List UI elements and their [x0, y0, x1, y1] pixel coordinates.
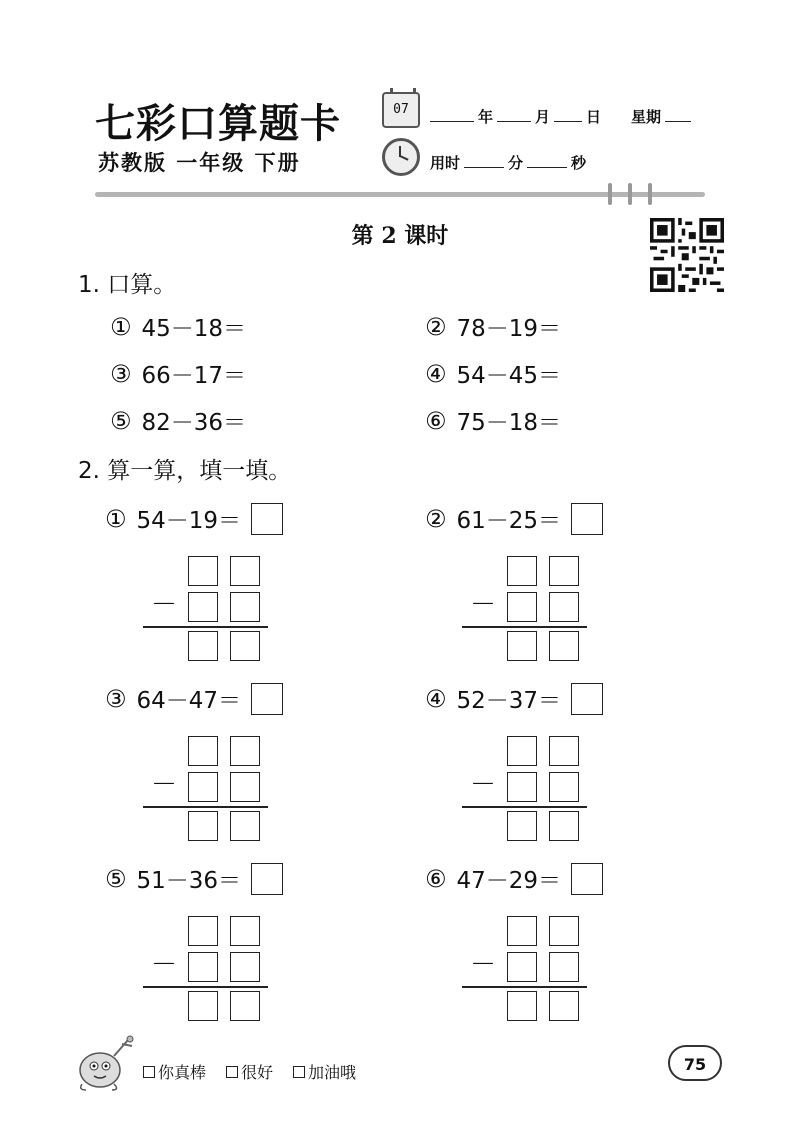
digit-box[interactable]: [188, 556, 218, 586]
item-expression: 52－37＝: [456, 688, 562, 714]
weekday-blank[interactable]: [665, 107, 691, 122]
digit-box[interactable]: [549, 916, 579, 946]
digit-box[interactable]: [507, 736, 537, 766]
day-label: 日: [586, 108, 602, 126]
item-expression: 45－18＝: [141, 316, 247, 342]
item-expression: 82－36＝: [141, 410, 247, 436]
eval-option-label: 你真棒: [158, 1063, 207, 1082]
qr-code-icon: [650, 218, 724, 292]
item-number: ④: [425, 359, 447, 388]
sum-line: [462, 986, 587, 988]
section1-title: 1. 口算。: [78, 272, 177, 298]
minutes-blank[interactable]: [464, 153, 504, 168]
item-number: ⑤: [105, 864, 127, 893]
month-label: 月: [535, 108, 551, 126]
time-used-label: 用时: [430, 154, 461, 172]
oral-item: [425, 357, 561, 390]
sum-line: [143, 806, 268, 808]
item-expression: 78－19＝: [456, 316, 562, 342]
vertical-calc-grid: [462, 556, 587, 662]
section2-title: 2. 算一算，填一填。: [78, 458, 292, 484]
digit-box[interactable]: [188, 631, 218, 661]
lesson-title: 第 2 课时: [351, 223, 449, 249]
vertical-calc-grid: [143, 916, 268, 1022]
digit-box[interactable]: [507, 592, 537, 622]
item-number: ①: [110, 312, 132, 341]
digit-box[interactable]: [549, 556, 579, 586]
digit-box[interactable]: [507, 772, 537, 802]
mascot-icon: [70, 1032, 140, 1092]
item-expression: 47－29＝: [456, 868, 562, 894]
digit-box[interactable]: [188, 916, 218, 946]
oral-item: [425, 310, 561, 343]
eval-option[interactable]: [293, 1060, 356, 1083]
item-number: ⑥: [425, 864, 447, 893]
eval-option-label: 加油哦: [308, 1063, 357, 1082]
digit-box[interactable]: [549, 811, 579, 841]
item-expression: 61－25＝: [456, 508, 562, 534]
oral-item: [425, 404, 561, 437]
divider-decoration: [608, 183, 668, 207]
checkbox[interactable]: [143, 1066, 155, 1078]
answer-box[interactable]: [571, 863, 603, 895]
digit-box[interactable]: [507, 952, 537, 982]
digit-box[interactable]: [230, 772, 260, 802]
digit-box[interactable]: [188, 952, 218, 982]
minus-sign: －: [470, 590, 497, 620]
day-blank[interactable]: [554, 107, 582, 122]
weekday-label: 星期: [631, 108, 662, 126]
eval-option[interactable]: [143, 1060, 206, 1083]
oral-item: [110, 310, 246, 343]
minus-sign: －: [151, 590, 178, 620]
answer-box[interactable]: [251, 683, 283, 715]
checkbox[interactable]: [226, 1066, 238, 1078]
item-expression: 64－47＝: [136, 688, 242, 714]
oral-item: [110, 404, 246, 437]
item-number: ③: [105, 684, 127, 713]
item-expression: 66－17＝: [141, 363, 247, 389]
item-number: ②: [425, 504, 447, 533]
vertical-problem: [105, 502, 283, 535]
seconds-label: 秒: [571, 154, 587, 172]
digit-box[interactable]: [507, 811, 537, 841]
minus-sign: －: [470, 770, 497, 800]
sum-line: [462, 806, 587, 808]
minus-sign: －: [151, 950, 178, 980]
digit-box[interactable]: [230, 556, 260, 586]
digit-box[interactable]: [230, 991, 260, 1021]
sum-line: [462, 626, 587, 628]
answer-box[interactable]: [571, 683, 603, 715]
digit-box[interactable]: [549, 991, 579, 1021]
item-number: ②: [425, 312, 447, 341]
digit-box[interactable]: [230, 736, 260, 766]
digit-box[interactable]: [549, 952, 579, 982]
answer-box[interactable]: [251, 503, 283, 535]
vertical-calc-grid: [462, 736, 587, 842]
item-number: ④: [425, 684, 447, 713]
item-number: ③: [110, 359, 132, 388]
vertical-problem: [105, 862, 283, 895]
digit-box[interactable]: [549, 736, 579, 766]
item-expression: 51－36＝: [136, 868, 242, 894]
digit-box[interactable]: [230, 631, 260, 661]
minus-sign: －: [151, 770, 178, 800]
answer-box[interactable]: [571, 503, 603, 535]
digit-box[interactable]: [507, 916, 537, 946]
digit-box[interactable]: [549, 772, 579, 802]
item-expression: 54－45＝: [456, 363, 562, 389]
answer-box[interactable]: [251, 863, 283, 895]
digit-box[interactable]: [549, 592, 579, 622]
item-expression: 75－18＝: [456, 410, 562, 436]
vertical-problem: [425, 862, 603, 895]
item-expression: 54－19＝: [136, 508, 242, 534]
digit-box[interactable]: [188, 991, 218, 1021]
digit-box[interactable]: [230, 811, 260, 841]
minutes-label: 分: [508, 154, 524, 172]
vertical-problem: [425, 502, 603, 535]
calendar-icon: [382, 92, 420, 128]
page-number: 75: [668, 1045, 722, 1081]
clock-icon: [382, 138, 420, 176]
time-fields: [430, 152, 586, 173]
vertical-calc-grid: [143, 736, 268, 842]
edition-subtitle: 苏教版 一年级 下册: [98, 151, 301, 175]
date-fields: [430, 106, 691, 127]
eval-option[interactable]: [226, 1060, 273, 1083]
self-evaluation: [143, 1060, 356, 1083]
oral-item: [110, 357, 246, 390]
digit-box[interactable]: [230, 952, 260, 982]
item-number: ⑤: [110, 406, 132, 435]
item-number: ①: [105, 504, 127, 533]
year-blank[interactable]: [430, 107, 474, 122]
vertical-calc-grid: [462, 916, 587, 1022]
seconds-blank[interactable]: [527, 153, 567, 168]
digit-box[interactable]: [188, 772, 218, 802]
eval-option-label: 很好: [241, 1063, 274, 1082]
digit-box[interactable]: [188, 592, 218, 622]
calendar-label: 07: [393, 102, 409, 117]
digit-box[interactable]: [188, 811, 218, 841]
digit-box[interactable]: [549, 631, 579, 661]
vertical-problem: [105, 682, 283, 715]
sum-line: [143, 626, 268, 628]
minus-sign: －: [470, 950, 497, 980]
digit-box[interactable]: [230, 592, 260, 622]
digit-box[interactable]: [507, 556, 537, 586]
digit-box[interactable]: [230, 916, 260, 946]
vertical-calc-grid: [143, 556, 268, 662]
year-label: 年: [478, 108, 494, 126]
vertical-problem: [425, 682, 603, 715]
digit-box[interactable]: [188, 736, 218, 766]
checkbox[interactable]: [293, 1066, 305, 1078]
digit-box[interactable]: [507, 631, 537, 661]
sum-line: [143, 986, 268, 988]
month-blank[interactable]: [497, 107, 531, 122]
item-number: ⑥: [425, 406, 447, 435]
brand-title: 七彩口算题卡: [95, 100, 341, 147]
digit-box[interactable]: [507, 991, 537, 1021]
